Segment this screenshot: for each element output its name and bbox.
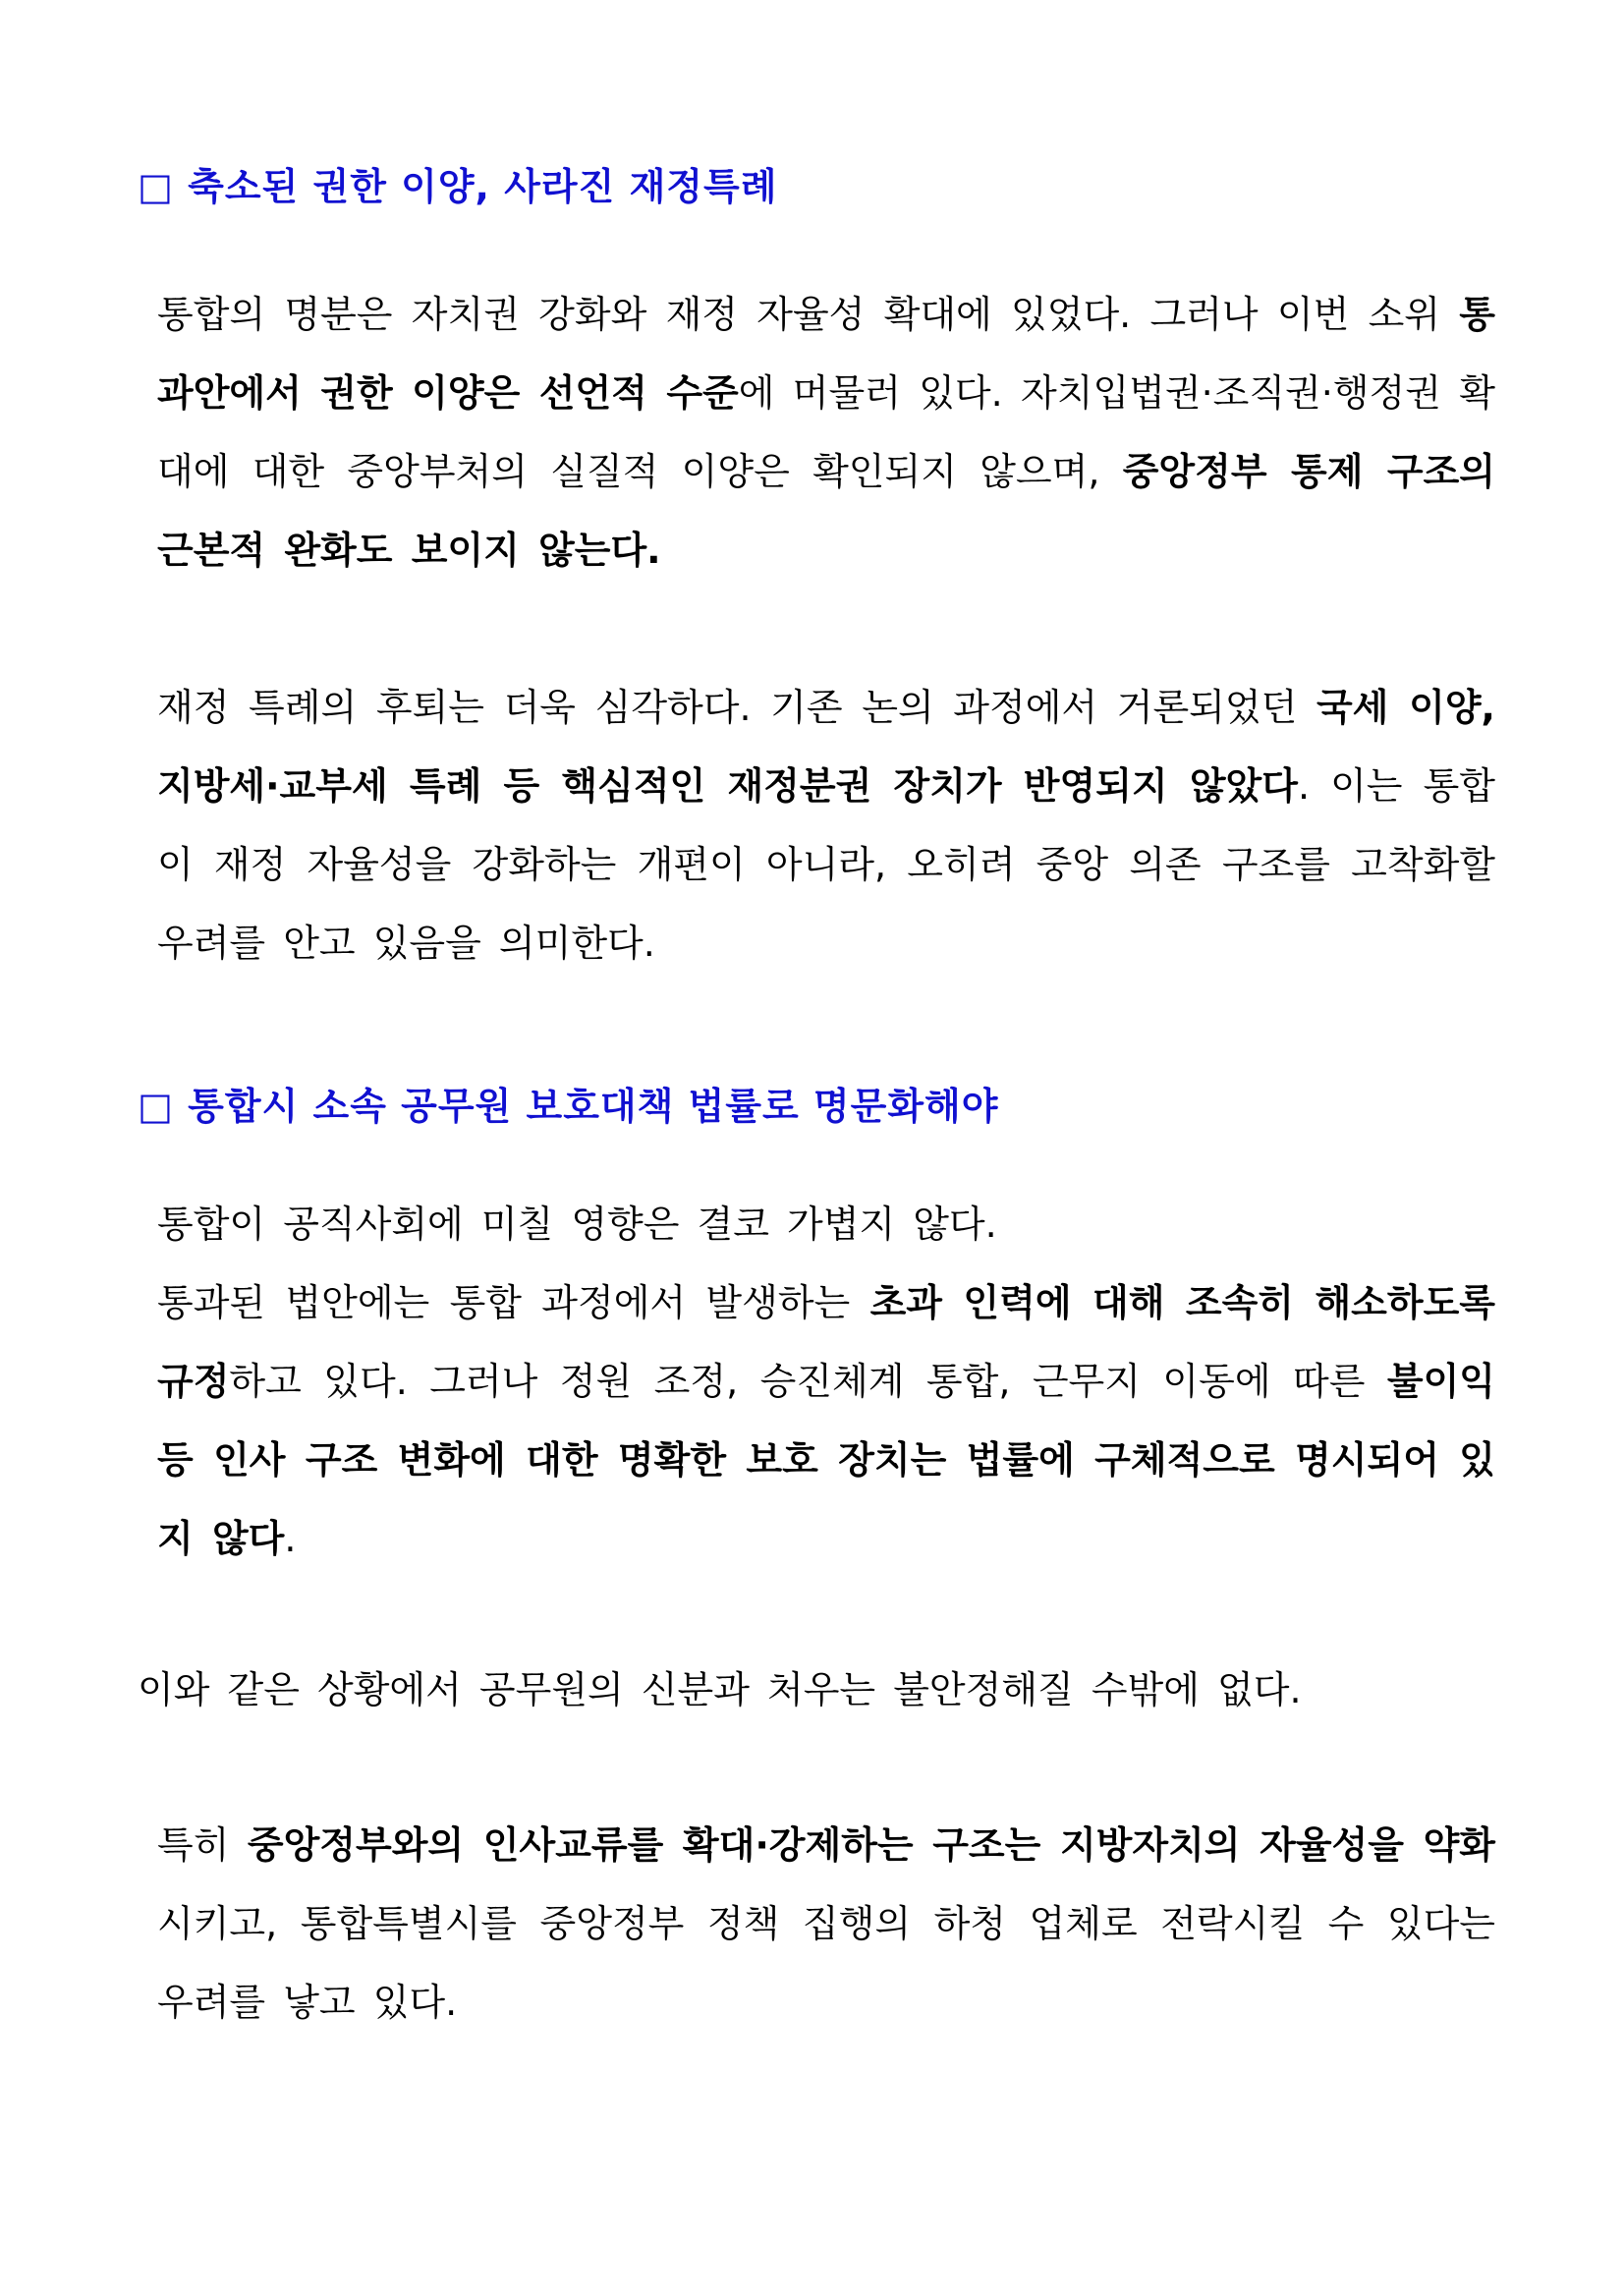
section-heading-2 (138, 1077, 1495, 1136)
paragraph (138, 1651, 1495, 1729)
paragraph (138, 668, 1495, 982)
checkbox-square-icon: □ (138, 165, 174, 208)
text-run: 에 머물러 있다. 자치입법권·조직권·행정권 확대에 대한 중앙부처의 실질적 이양은 확인되지 않으며, (157, 371, 1495, 493)
text-run: 재정 특례의 후퇴는 더욱 심각하다. 기존 논의 과정에서 거론되었던 (157, 686, 1316, 729)
text-run: . 이는 통합이 재정 자율성을 강화하는 개편이 아니라, 오히려 중앙 의존 구조를 고착화할 우려를 안고 있음을 의미한다. (157, 764, 1495, 965)
checkbox-square-icon: □ (138, 1085, 174, 1128)
section-heading-1 (138, 157, 1495, 216)
bold-text-run: 초과 인력에 대해 조속히 해소하도록 규정 (157, 1281, 1495, 1403)
text-run: 통과된 법안에는 통합 과정에서 발생하는 (157, 1281, 870, 1324)
section-title: 통합시 소속 공무원 보호대책 법률로 명문화해야 (188, 1085, 999, 1128)
paragraph (138, 1263, 1495, 1578)
bold-text-run: 중앙정부 통제 구조의 근본적 완화도 보이지 않는다. (157, 450, 1495, 572)
paragraph (138, 1185, 1495, 1263)
text-run: 통합이 공직사회에 미칠 영향은 결코 가볍지 않다. (157, 1203, 997, 1246)
document-page (138, 157, 1495, 2042)
bold-text-run: 통과안에서 권한 이양은 선언적 수준 (157, 293, 1495, 415)
text-run: 통합의 명분은 자치권 강화와 재정 자율성 확대에 있었다. 그러나 이번 소위 (157, 293, 1460, 336)
paragraph (138, 275, 1495, 589)
text-run: . (284, 1517, 297, 1560)
bold-text-run: 불이익 등 인사 구조 변화에 대한 명확한 보호 장치는 법률에 구체적으로 명시되어 있지 않다 (157, 1360, 1495, 1560)
paragraph (138, 1806, 1495, 2042)
text-run: 하고 있다. 그러나 정원 조정, 승진체계 통합, 근무지 이동에 따른 (229, 1360, 1387, 1403)
section-title: 축소된 권한 이양, 사라진 재정특례 (188, 165, 778, 208)
text-run: 시키고, 통합특별시를 중앙정부 정책 집행의 하청 업체로 전락시킬 수 있다는 우려를 낳고 있다. (157, 1902, 1495, 2024)
text-run: 특히 (157, 1823, 248, 1867)
bold-text-run: 중앙정부와의 인사교류를 확대·강제하는 구조는 지방자치의 자율성을 약화 (247, 1823, 1495, 1867)
text-run: 이와 같은 상황에서 공무원의 신분과 처우는 불안정해질 수밖에 없다. (138, 1668, 1302, 1711)
bold-text-run: 국세 이양, 지방세·교부세 특례 등 핵심적인 재정분권 장치가 반영되지 않았다 (157, 686, 1495, 808)
